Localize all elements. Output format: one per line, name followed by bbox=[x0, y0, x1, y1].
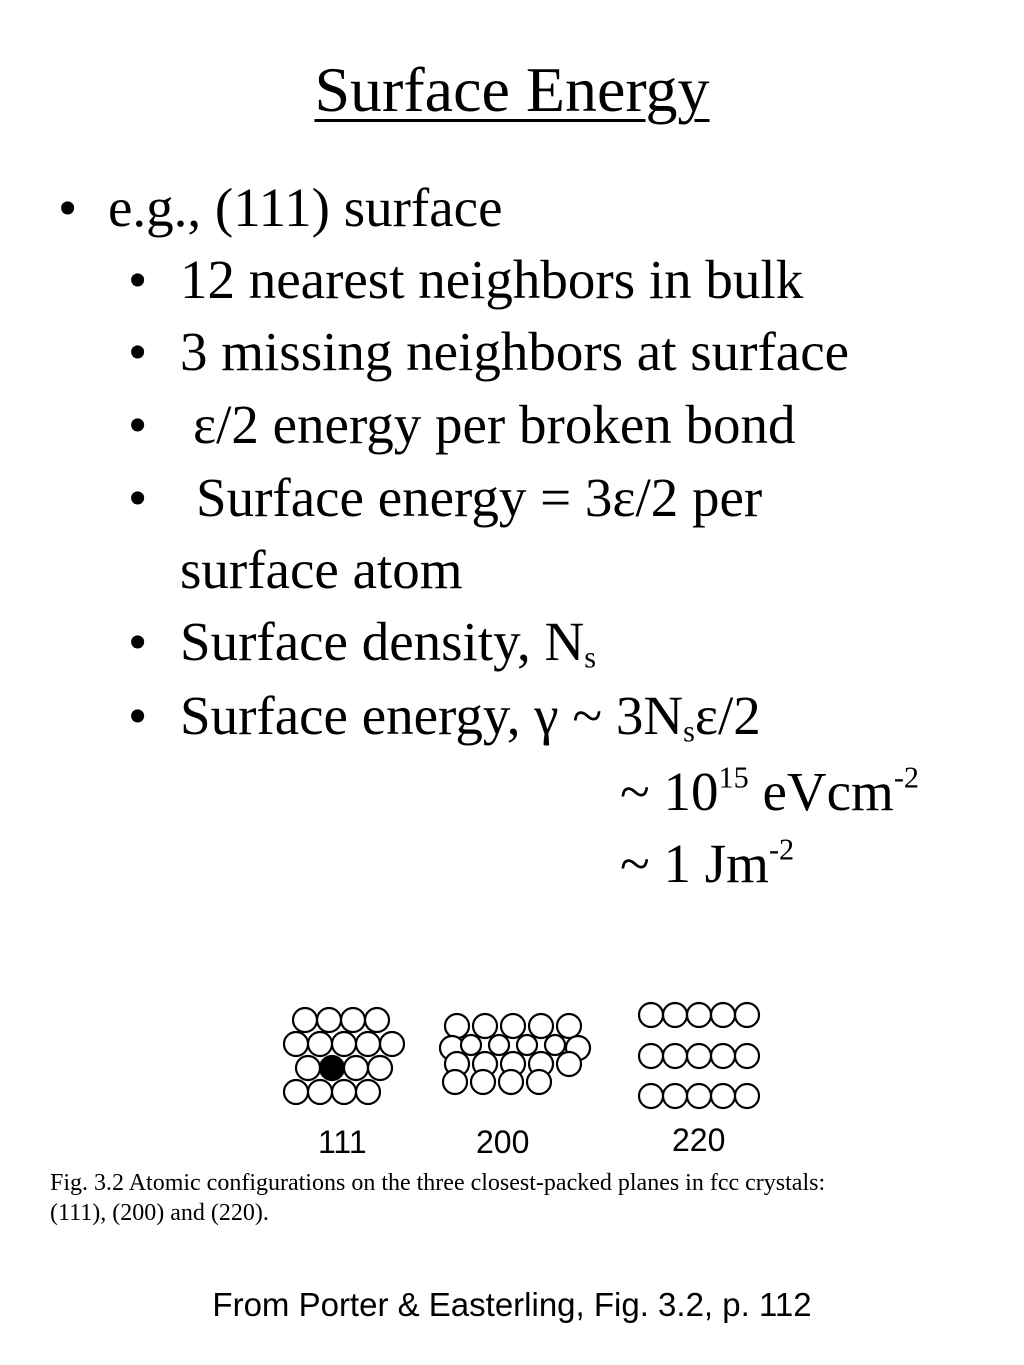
gamma-text: Surface energy, γ ~ 3N bbox=[180, 685, 684, 746]
label-111: 111 bbox=[318, 1124, 367, 1160]
eq2-mid: eVcm bbox=[748, 761, 894, 822]
figure-caption bbox=[50, 1168, 1010, 1228]
eq3-pre: ~ 1 Jm bbox=[620, 833, 769, 894]
equation-ev-per-cm2 bbox=[620, 760, 919, 824]
bullet-marker: • bbox=[128, 321, 148, 382]
eq2-pre: ~ 10 bbox=[620, 761, 719, 822]
surface-density-text: Surface density, N bbox=[180, 611, 585, 672]
plane-220-atoms bbox=[639, 1003, 759, 1108]
subscript-s: s bbox=[683, 714, 695, 749]
equation-j-per-m2 bbox=[620, 832, 794, 896]
atomic-configurations-figure bbox=[280, 1000, 780, 1160]
bullet-marker: • bbox=[128, 394, 148, 455]
atomic-planes-drawing bbox=[280, 1000, 780, 1120]
bullet-surface-example: e.g., (111) surface bbox=[108, 177, 503, 238]
source-citation: From Porter & Easterling, Fig. 3.2, p. 112 bbox=[212, 1286, 812, 1323]
bullet-surface-energy-gamma bbox=[180, 684, 761, 748]
bullet-marker: • bbox=[128, 467, 148, 528]
bullet-missing-neighbors: 3 missing neighbors at surface bbox=[180, 321, 850, 382]
superscript-minus-2: -2 bbox=[893, 760, 920, 795]
subscript-s: s bbox=[584, 640, 597, 675]
superscript-15: 15 bbox=[718, 760, 749, 795]
caption-line-1: Fig. 3.2 Atomic configurations on the three closest-packed planes in fcc crystals: bbox=[50, 1170, 826, 1196]
bullet-surface-energy-line1: Surface energy = 3ε/2 per bbox=[196, 467, 763, 528]
superscript-minus-2: -2 bbox=[768, 832, 795, 867]
bullet-marker: • bbox=[128, 685, 148, 746]
bullet-marker: • bbox=[128, 611, 148, 672]
plane-111-atoms bbox=[284, 1008, 404, 1104]
gamma-tail: ε/2 bbox=[694, 685, 761, 746]
plane-200-atoms bbox=[440, 1014, 590, 1094]
bullet-nearest-neighbors: 12 nearest neighbors in bulk bbox=[180, 249, 804, 310]
bullet-surface-energy-line2: surface atom bbox=[180, 539, 463, 600]
bullet-broken-bond-energy: ε/2 energy per broken bond bbox=[193, 394, 796, 455]
caption-line-2: (111), (200) and (220). bbox=[50, 1200, 269, 1226]
bullet-marker: • bbox=[128, 249, 148, 310]
label-200: 200 bbox=[476, 1124, 530, 1160]
label-220: 220 bbox=[672, 1122, 726, 1158]
bullet-surface-density bbox=[180, 610, 596, 674]
slide-title: Surface Energy bbox=[314, 54, 710, 125]
bullet-marker: • bbox=[58, 177, 78, 238]
